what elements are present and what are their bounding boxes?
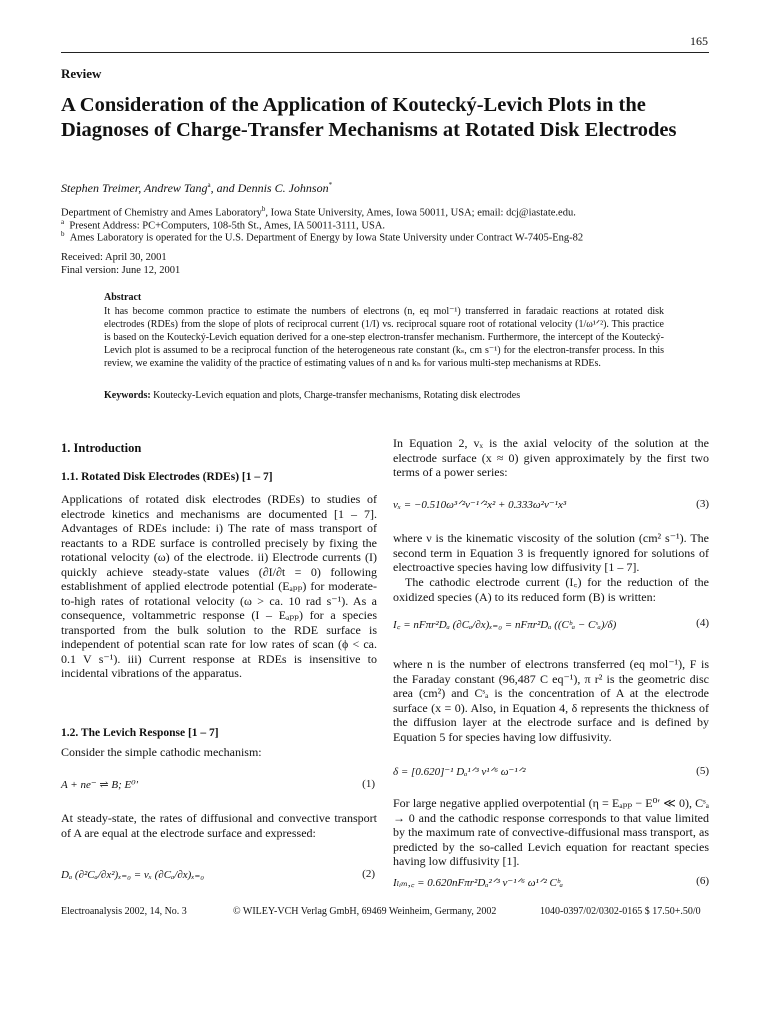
- author-2: Andrew Tang: [144, 181, 208, 195]
- footnote-b-mark: b: [61, 230, 65, 238]
- article-title: A Consideration of the Application of Koutecký-Levich Plots in the Diagnoses of Charge-Transfer Mechanisms at Rotated Disk Electrodes: [61, 94, 677, 141]
- equation-5-number: (5): [696, 765, 709, 777]
- header-rule: [61, 52, 709, 53]
- footer-journal: Electroanalysis 2002, 14, No. 3: [61, 906, 187, 917]
- paragraph-levich: For large negative applied overpotential (η = Eₐₚₚ − E⁰′ ≪ 0), Cˢₐ → 0 and the cathodic response corresponds to that value limited by the maximum rate of convective-diffusional mass transport, as predicted by the so-called Levich equation for reactant species having low diffusivity [1].: [393, 796, 709, 868]
- paragraph-steady-state: At steady-state, the rates of diffusional and convective transport of A are equal at the electrode surface and expressed:: [61, 811, 377, 840]
- author-2-mark: a: [207, 181, 211, 189]
- received-date: Received: April 30, 2001: [61, 252, 167, 263]
- paragraph-viscosity: where ν is the kinematic viscosity of the solution (cm² s⁻¹). The second term in Equation 3 is frequently ignored for solutions of electroactive species having low diffusivity [1 – 7].: [393, 531, 709, 574]
- affiliation-dept: Department of Chemistry and Ames Laboratory: [61, 207, 262, 219]
- equation-3-number: (3): [696, 498, 709, 510]
- paragraph-mechanism: Consider the simple cathodic mechanism:: [61, 745, 262, 759]
- equation-6: Iₗᵢₘ,꜀ = 0.620nFπr²Dₐ²ᐟ³ ν⁻¹ᐟ⁶ ω¹ᐟ² Cᵇₐ: [393, 877, 564, 889]
- footnote-a-text: Present Address: PC+Computers, 108-5th St., Ames, IA 50011-3111, USA.: [69, 220, 386, 232]
- paragraph-faraday: where n is the number of electrons transferred (eq mol⁻¹), F is the Faraday constant (96,487 C eq⁻¹), π r² is the geometric disc area (cm²) and Cˢₐ is the concentration of A at the electrode surface (x = 0). Also, in Equation 4, δ represents the thickness of the diffusion layer at the electrode surface and is defined by Equation 5 for species having low diffusivity.: [393, 657, 709, 744]
- equation-1: A + ne⁻ ⇌ B; E⁰′: [61, 779, 139, 791]
- footer-copyright: © WILEY-VCH Verlag GmbH, 69469 Weinheim, Germany, 2002: [233, 906, 497, 917]
- footer-issn: 1040-0397/02/0302-0165 $ 17.50+.50/0: [540, 906, 701, 917]
- footnote-a-mark: a: [61, 218, 65, 226]
- keywords-line: [104, 390, 704, 401]
- keywords-text: Koutecky-Levich equation and plots, Charge-transfer mechanisms, Rotating disk electrodes: [150, 390, 521, 401]
- equation-5: δ = [0.620]⁻¹ Dₐ¹ᐟ³ ν¹ᐟ⁶ ω⁻¹ᐟ²: [393, 766, 526, 778]
- paragraph-axial-velocity: In Equation 2, vₓ is the axial velocity of the solution at the electrode surface (x ≈ 0) given approximately by the first two terms of a power series:: [393, 436, 709, 479]
- author-separator: ,: [138, 181, 145, 195]
- subsection-heading-levich: 1.2. The Levich Response [1 – 7]: [61, 727, 219, 739]
- author-1: Stephen Treimer: [61, 181, 139, 195]
- author-3-mark: *: [328, 181, 333, 189]
- author-list: [61, 181, 332, 196]
- equation-4-number: (4): [696, 617, 709, 629]
- footnote-b: [61, 228, 711, 245]
- keywords-label: Keywords:: [104, 390, 151, 401]
- paragraph-rde: Applications of rotated disk electrodes (RDEs) to studies of electrode kinetics and mechanisms are documented [1 – 7]. Advantages of RDEs include: i) The rate of mass transport of reactants to a RDE surface is controlled precisely by fixing the rotational velocity (ω) of the electrode. ii) Electrode currents (I) quickly achieve steady-state values (∂I/∂t = 0) following establishment of applied electrode potential (Eₐₚₚ) for moderate-to-high rates of rotational velocity (ω > ca. 10 rad s⁻¹). As a consequence, voltammetric response (I – Eₐₚₚ) for a species transported from the bulk solution to the RDE surface is independent of potential scan rate for low rates of scan (ϕ < ca. 0.1 V s⁻¹). iii) Current response at RDEs is insensitive to incidental vibrations of the apparatus.: [61, 492, 377, 680]
- equation-2: Dₐ (∂²Cₐ/∂x²)ₓ₌₀ = vₓ (∂Cₐ/∂x)ₓ₌₀: [61, 869, 205, 881]
- subsection-heading-rde: 1.1. Rotated Disk Electrodes (RDEs) [1 – 7]: [61, 471, 273, 483]
- equation-2-number: (2): [362, 868, 375, 880]
- equation-4: I꜀ = nFπr²Dₐ (∂Cₐ/∂x)ₓ₌₀ = nFπr²Dₐ ((Cᵇₐ − Cˢₐ)/δ): [393, 619, 617, 631]
- section-heading-introduction: 1. Introduction: [61, 441, 142, 455]
- section-kind: Review: [61, 66, 102, 81]
- equation-1-number: (1): [362, 778, 375, 790]
- affiliation-mark: b: [261, 205, 266, 213]
- page-number: 165: [690, 34, 708, 48]
- footnote-b-text: Ames Laboratory is operated for the U.S. Department of Energy by Iowa State University under Contract W-7405-Eng-82: [69, 232, 584, 244]
- equation-3: vₓ = −0.510ω³ᐟ²ν⁻¹ᐟ²x² + 0.333ω²ν⁻¹x³: [393, 499, 567, 511]
- affiliation-rest: , Iowa State University, Ames, Iowa 50011, USA; email: dcj@iastate.edu.: [265, 207, 576, 219]
- final-version-date: Final version: June 12, 2001: [61, 265, 181, 276]
- paragraph-cathodic-current: The cathodic electrode current (I꜀) for the reduction of the oxidized species (A) to its reduced form (B) is written:: [393, 575, 709, 604]
- dates-block: [61, 251, 180, 277]
- author-separator: , and: [210, 181, 238, 195]
- equation-6-number: (6): [696, 875, 709, 887]
- abstract-text: It has become common practice to estimate the numbers of electrons (n, eq mol⁻¹) transferred in faradaic reactions at rotated disk electrodes (RDEs) from the slope of plots of reciprocal current (1/I) vs. reciprocal square root of rotational velocity (1/ω¹ᐟ²). This practice is based on the Koutecký-Levich equation derived for a one-step electron-transfer mechanism. Furthermore, the intercept of the Koutecký-Levich plot is assumed to be a reciprocal function of the heterogeneous rate constant (kₛ, cm s⁻¹) for the electron-transfer process. In this review, we examine the validity of the practice of estimating values of n and kₕ for various multi-step mechanisms at RDEs.: [104, 306, 664, 369]
- author-3: Dennis C. Johnson: [237, 181, 329, 195]
- abstract-heading: Abstract: [104, 292, 142, 303]
